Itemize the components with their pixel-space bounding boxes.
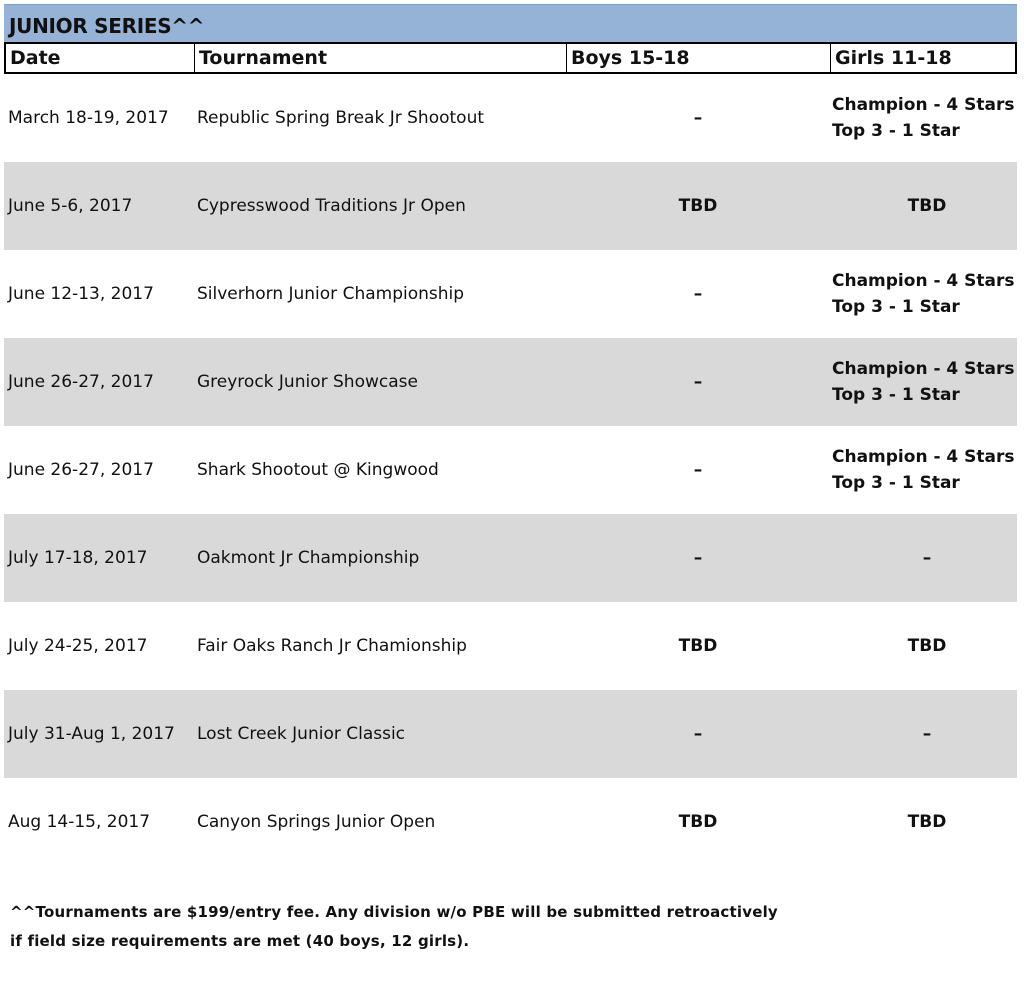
table-row bbox=[4, 250, 1017, 338]
row-tournament: Cypresswood Traditions Jr Open bbox=[197, 196, 466, 216]
girls-award-line: Top 3 - 1 Star bbox=[832, 121, 960, 141]
row-date: June 26-27, 2017 bbox=[8, 372, 154, 392]
girls-award-line: Top 3 - 1 Star bbox=[832, 473, 960, 493]
row-date: June 26-27, 2017 bbox=[8, 460, 154, 480]
row-girls-award bbox=[832, 690, 1022, 778]
table-header bbox=[4, 42, 1017, 74]
table-row bbox=[4, 602, 1017, 690]
row-girls-award bbox=[832, 778, 1022, 866]
girls-award-line: Top 3 - 1 Star bbox=[832, 385, 960, 405]
table-row bbox=[4, 426, 1017, 514]
row-girls-award bbox=[832, 426, 1022, 514]
row-girls-award bbox=[832, 250, 1022, 338]
header-boys: Boys 15-18 bbox=[566, 44, 830, 72]
row-date: July 17-18, 2017 bbox=[8, 548, 148, 568]
table-row bbox=[4, 74, 1017, 162]
row-boys-award: – bbox=[693, 372, 703, 392]
row-boys-award: TBD bbox=[678, 636, 718, 656]
table-row bbox=[4, 162, 1017, 250]
row-girls-award bbox=[832, 602, 1022, 690]
row-tournament: Republic Spring Break Jr Shootout bbox=[197, 108, 485, 128]
girls-award-line: Top 3 - 1 Star bbox=[832, 297, 960, 317]
girls-award-line: – bbox=[922, 724, 932, 744]
table-row bbox=[4, 338, 1017, 426]
row-date: July 31-Aug 1, 2017 bbox=[8, 724, 175, 744]
row-boys-award: – bbox=[693, 284, 703, 304]
row-girls-award bbox=[832, 74, 1022, 162]
footnote-line: if field size requirements are met (40 boys, 12 girls). bbox=[10, 932, 470, 950]
row-tournament: Greyrock Junior Showcase bbox=[197, 372, 418, 392]
table-row bbox=[4, 778, 1017, 866]
row-date: Aug 14-15, 2017 bbox=[8, 812, 151, 832]
row-girls-award bbox=[832, 338, 1022, 426]
row-tournament: Oakmont Jr Championship bbox=[197, 548, 420, 568]
row-tournament: Shark Shootout @ Kingwood bbox=[197, 460, 439, 480]
table-row bbox=[4, 690, 1017, 778]
header-date: Date bbox=[10, 47, 61, 69]
row-girls-award bbox=[832, 162, 1022, 250]
row-boys-award: – bbox=[693, 548, 703, 568]
row-date: March 18-19, 2017 bbox=[8, 108, 169, 128]
row-boys-award: – bbox=[693, 724, 703, 744]
row-date: June 5-6, 2017 bbox=[8, 196, 133, 216]
header-girls: Girls 11-18 bbox=[830, 44, 1015, 72]
row-tournament: Canyon Springs Junior Open bbox=[197, 812, 436, 832]
row-girls-award bbox=[832, 514, 1022, 602]
footnote bbox=[10, 898, 778, 956]
series-title-bar bbox=[4, 4, 1017, 42]
row-tournament: Fair Oaks Ranch Jr Chamionship bbox=[197, 636, 467, 656]
girls-award-line: Champion - 4 Stars bbox=[832, 359, 1015, 379]
girls-award-line: Champion - 4 Stars bbox=[832, 95, 1015, 115]
footnote-line: ^^Tournaments are $199/entry fee. Any division w/o PBE will be submitted retroactively bbox=[10, 903, 778, 921]
row-date: July 24-25, 2017 bbox=[8, 636, 148, 656]
girls-award-line: TBD bbox=[907, 196, 947, 216]
row-date: June 12-13, 2017 bbox=[8, 284, 154, 304]
header-tournament: Tournament bbox=[194, 44, 566, 72]
girls-award-line: – bbox=[922, 548, 932, 568]
row-boys-award: TBD bbox=[678, 196, 718, 216]
row-boys-award: TBD bbox=[678, 812, 718, 832]
row-boys-award: – bbox=[693, 460, 703, 480]
series-title: JUNIOR SERIES^^ bbox=[9, 14, 205, 38]
row-boys-award: – bbox=[693, 108, 703, 128]
girls-award-line: TBD bbox=[907, 812, 947, 832]
row-tournament: Lost Creek Junior Classic bbox=[197, 724, 406, 744]
table-row bbox=[4, 514, 1017, 602]
girls-award-line: Champion - 4 Stars bbox=[832, 447, 1015, 467]
girls-award-line: Champion - 4 Stars bbox=[832, 271, 1015, 291]
girls-award-line: TBD bbox=[907, 636, 947, 656]
row-tournament: Silverhorn Junior Championship bbox=[197, 284, 465, 304]
